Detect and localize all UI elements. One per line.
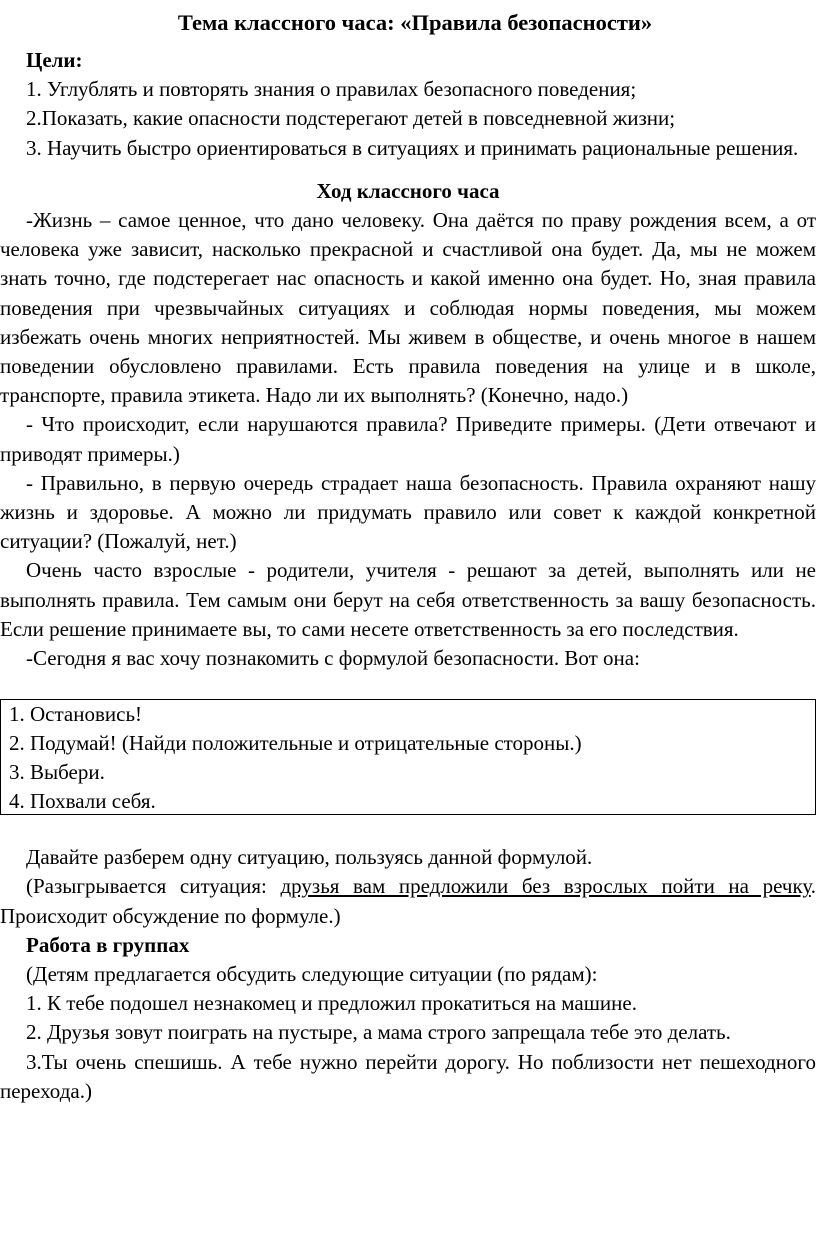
situation-play: [0, 872, 816, 930]
formula-step-1: 1. Остановись!: [9, 702, 143, 727]
situation-play-underlined: друзья вам предложили без взрослых пойти на речку: [280, 874, 811, 899]
group-situation-1: 1. К тебе подошел незнакомец и предложил прокатиться на машине.: [26, 991, 637, 1016]
document-page: [0, 8, 816, 1106]
course-paragraph-1: -Жизнь – самое ценное, что дано человеку. Она даётся по праву рождения всем, а от человека уже зависит, насколько прекрасной и счастливой она будет. Да, мы не можем знать точно, где подстерегает нас опасность и какой именно она будет. Но, зная правила поведения при чрезвычайных ситуациях и соблюдая нормы поведения, мы можем избежать очень многих неприятностей. Мы живем в обществе, и очень многое в нашем поведении обусловлено правилами. Есть правила поведения на улице и в школе, транспорте, правила этикета. Надо ли их выполнять? (Конечно, надо.): [0, 208, 816, 408]
formula-step-4: 4. Похвали себя.: [9, 789, 156, 814]
group-situation-2: 2. Друзья зовут поиграть на пустыре, а мама строго запрещала тебе это делать.: [26, 1020, 731, 1045]
spacer: [0, 815, 816, 843]
goals-heading: Цели:: [26, 48, 83, 72]
course-paragraph-3: - Правильно, в первую очередь страдает наша безопасность. Правила охраняют нашу жизнь и здоровье. А можно ли придумать правило или совет к каждой конкретной ситуации? (Пожалуй, нет.): [0, 470, 816, 554]
situation-play-suffix: . Происходит обсуждение по формуле.): [0, 874, 816, 928]
goal-item-1: 1. Углублять и повторять знания о правилах безопасного поведения;: [26, 77, 637, 102]
course-paragraph-4: Очень часто взрослые - родители, учителя - решают за детей, выполнять или не выполнять правила. Тем самым они берут на себя ответственность за вашу безопасность. Если решение принимаете вы, то сами несете ответственность за его последствия.: [0, 558, 816, 641]
groups-intro: (Детям предлагается обсудить следующие ситуации (по рядам):: [26, 962, 598, 987]
situation-intro: Давайте разберем одну ситуацию, пользуясь данной формулой.: [26, 845, 593, 870]
course-paragraph-5: -Сегодня я вас хочу познакомить с формулой безопасности. Вот она:: [26, 646, 640, 671]
formula-step-3: 3. Выбери.: [9, 760, 105, 785]
course-heading: Ход классного часа: [316, 178, 500, 203]
course-paragraph-2: - Что происходит, если нарушаются правила? Приведите примеры. (Дети отвечают и приводят примеры.): [0, 412, 816, 466]
formula-step-2: 2. Подумай! (Найди положительные и отрицательные стороны.): [9, 731, 582, 756]
goal-item-3: 3. Научить быстро ориентироваться в ситуациях и принимать рациональные решения.: [26, 135, 799, 160]
page-title: Тема классного часа: «Правила безопасности»: [177, 10, 653, 35]
situation-play-prefix: (Разыгрывается ситуация:: [26, 874, 281, 899]
group-situation-3: 3.Ты очень спешишь. А тебе нужно перейти дорогу. Но поблизости нет пешеходного перехода.): [0, 1049, 816, 1103]
safety-formula-box: [0, 699, 816, 815]
groups-heading: Работа в группах: [26, 932, 190, 957]
goal-item-2: 2.Показать, какие опасности подстерегают детей в повседневной жизни;: [26, 106, 676, 131]
